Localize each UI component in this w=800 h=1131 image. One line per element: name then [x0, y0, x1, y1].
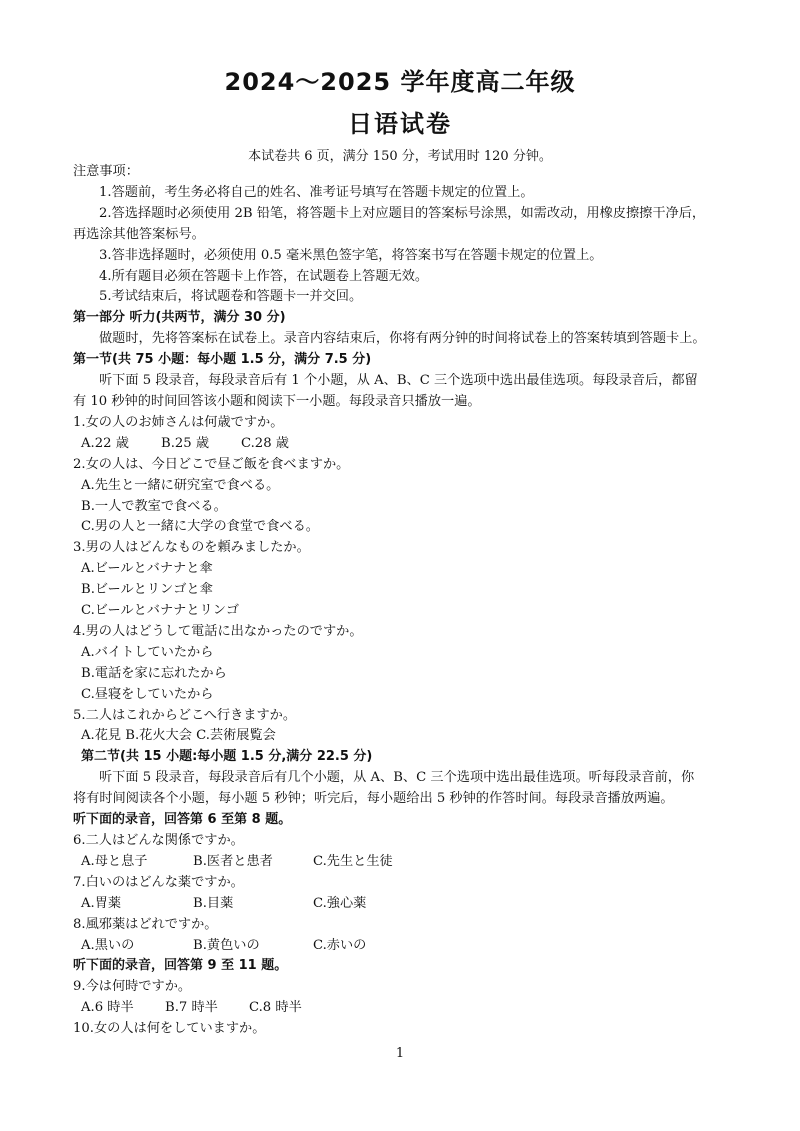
option-b: B.25 歳 — [161, 435, 210, 451]
option-a: A.6 時半 — [81, 1000, 134, 1016]
group-heading: 听下面的录音，回答第 6 至第 8 题。 — [73, 812, 292, 828]
question: 5.二人はこれからどこへ行きますか。 — [73, 707, 297, 723]
section1-instruction: 听下面 5 段录音，每段录音后有 1 个小题，从 A、B、C 三个选项中选出最佳选项。每段录音后，都留 — [99, 373, 698, 389]
question: 3.男の人はどんなものを頼みましたか。 — [73, 540, 310, 556]
exam-title-subject: 日语试卷 — [348, 110, 452, 138]
notice-item: 3.答非选择题时，必须使用 0.5 毫米黑色签字笔，将答案书写在答题卡规定的位置上。 — [99, 247, 603, 263]
question: 1.女の人のお姉さんは何歳ですか。 — [73, 414, 284, 430]
option-a: A.先生と一緒に研究室で食べる。 — [81, 477, 280, 493]
option-c: C.先生と生徒 — [313, 853, 393, 869]
question: 4.男の人はどうして電話に出なかったのですか。 — [73, 623, 363, 639]
question: 7.白いのはどんな薬ですか。 — [73, 874, 244, 890]
exam-subtitle: 本试卷共 6 页，满分 150 分，考试用时 120 分钟。 — [248, 149, 552, 164]
question-options — [73, 998, 733, 1019]
group-heading: 听下面的录音，回答第 9 至 11 题。 — [73, 958, 288, 974]
part1-heading: 第一部分 听力(共两节，满分 30 分) — [73, 310, 286, 326]
notice-item: 5.考试结束后，将试题卷和答题卡一并交回。 — [99, 289, 363, 305]
option-c: C.28 歳 — [241, 435, 289, 451]
page-number: 1 — [395, 1046, 405, 1061]
question-options — [73, 894, 733, 915]
section1-instruction-continuation: 有 10 秒钟的时间回答该小题和阅读下一小题。每段录音只播放一遍。 — [73, 393, 481, 409]
question-options — [73, 434, 733, 455]
notice-item: 1.答题前，考生务必将自己的姓名、准考证号填写在答题卡规定的位置上。 — [99, 184, 534, 200]
question: 9.今は何時ですか。 — [73, 979, 192, 995]
option-b: B.電話を家に忘れたから — [81, 665, 227, 681]
question: 8.風邪薬はどれですか。 — [73, 916, 218, 932]
section1-heading: 第一节(共 75 小题：每小题 1.5 分，满分 7.5 分) — [73, 352, 372, 368]
option-c: C.赤いの — [313, 937, 367, 953]
section2-instruction: 听下面 5 段录音，每段录音后有几个小题，从 A、B、C 三个选项中选出最佳选项。听每段录音前，你 — [99, 770, 695, 786]
exam-title-year: 2024～2025 学年度高二年级 — [224, 68, 576, 96]
notice-item: 4.所有题目必须在答题卡上作答，在试题卷上答题无效。 — [99, 268, 429, 284]
notice-item: 2.答选择题时必须使用 2B 铅笔，将答题卡上对应题目的答案标号涂黑，如需改动，用橡皮擦擦干净后， — [99, 205, 706, 221]
question-options — [73, 936, 733, 957]
question: 6.二人はどんな関係ですか。 — [73, 833, 244, 848]
section2-instruction-continuation: 将有时间阅读各个小题，每小题 5 秒钟；听完后，每小题给出 5 秒钟的作答时间。每段录音播放两遍。 — [73, 791, 674, 807]
notice-heading: 注意事项： — [73, 164, 139, 179]
notice-item-continuation: 再选涂其他答案标号。 — [73, 226, 205, 242]
option-a: A.母と息子 — [81, 853, 148, 869]
option-b: B.一人で教室で食べる。 — [81, 498, 227, 514]
option-c: C.昼寝をしていたから — [81, 686, 214, 702]
question-options — [73, 852, 733, 873]
option-b: B.ビールとリンゴと傘 — [81, 582, 213, 598]
question: 2.女の人は、今日どこで昼ご飯を食べますか。 — [73, 456, 350, 472]
option-b: B.医者と患者 — [193, 853, 273, 869]
option-c: C.8 時半 — [249, 1000, 302, 1016]
option-a: A.バイトしていたから — [81, 644, 214, 660]
option-c: C.ビールとバナナとリンゴ — [81, 603, 240, 619]
option-c: C.強心薬 — [313, 895, 367, 911]
option-b: B.7 時半 — [165, 1000, 218, 1016]
section2-heading: 第二节(共 15 小题:每小题 1.5 分,满分 22.5 分) — [81, 749, 373, 765]
option-a: A.黒いの — [81, 937, 135, 953]
option-b: B.黄色いの — [193, 937, 260, 953]
exam-content — [73, 162, 733, 1040]
option-c: C.男の人と一緒に大学の食堂で食べる。 — [81, 519, 319, 535]
part1-instruction: 做题时，先将答案标在试卷上。录音内容结束后，你将有两分钟的时间将试卷上的答案转填到答题卡上。 — [99, 331, 706, 347]
option-a: A.胃薬 — [81, 895, 122, 911]
question: 10.女の人は何をしていますか。 — [73, 1021, 266, 1037]
option-b: B.目薬 — [193, 895, 234, 911]
option-a: A.22 歳 — [81, 435, 129, 451]
question-options: A.花見 B.花火大会 C.芸術展覧会 — [81, 728, 276, 744]
option-a: A.ビールとバナナと傘 — [81, 561, 213, 577]
